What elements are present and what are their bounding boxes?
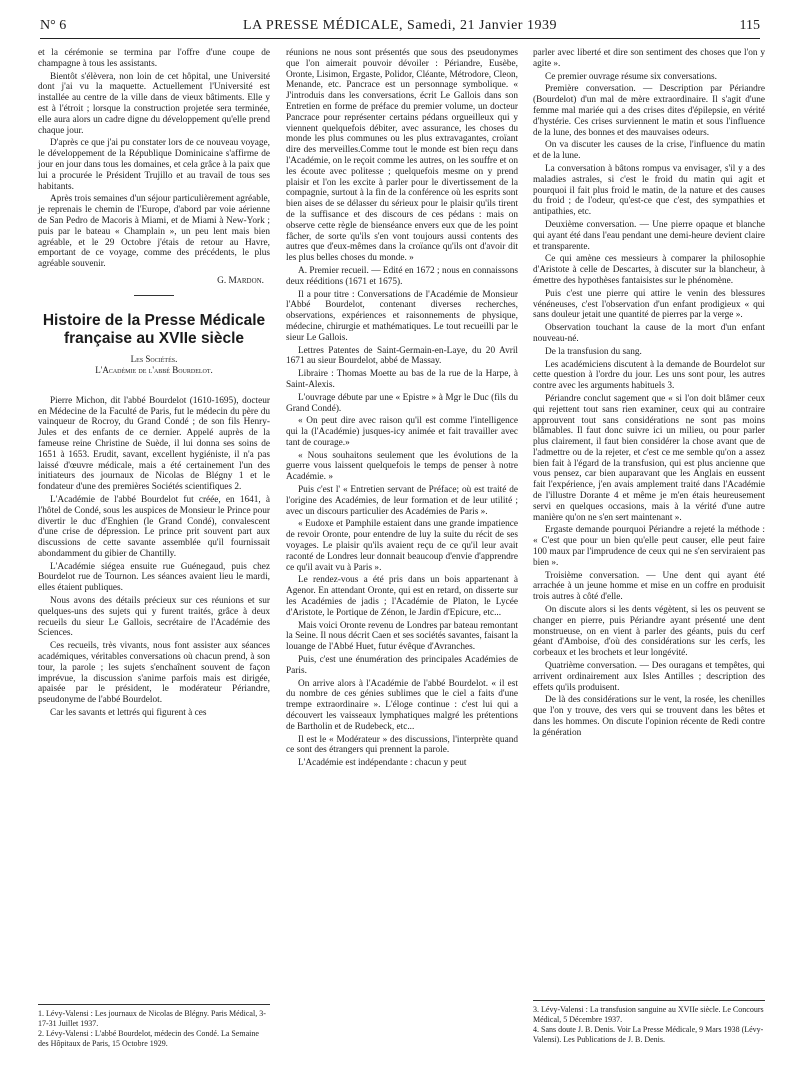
paragraph: réunions ne nous sont présentés que sous des pseudonymes que l'on aimerait pouvoir dévoiler : Périandre, Eusèbe, Oronte, Lisimon, Ergaste, Polidor, Cléante, Métrodore, Cleon, Menande, etc. Pancrace est un personnage symbolique. « J'introduis dans les conversations, écrit Le Gallois dans son Entretien en forme de préface du premier volume, un docteur Pancrace pour représenter certains pédans orgueilleux qui y viennent quelquefois débiter, avec assurance, les choses du monde les plus communes ou les plus extravagantes, croïant dire des merveilles.Comme tout le monde est bien reçu dans l'Académie, on le reçoit comme les autres, on les souffre et on les écoute avec politesse ; quelquefois mesme on y prend plaisir et l'on les excite à parler pour le divertissement de la compagnie, surtout à la fin de la conférence où les esprits sont bien aises de se délasser du sérieux pour le plaisir qu'ils tirent de la suffisance et des discours de ces pédans : mais on observe cette règle de bienséance envers eux que de les point fâcher, de sorte qu'ils s'en vont toujours aussi contents des autres que d'eux-mêmes dans la croïance qu'ils ont d'avoir dit les plus belles choses du monde. » <box>286 48 518 264</box>
paragraph: Puis c'est l' « Entretien servant de Préface; où est traité de l'origine des Académies, de leur formation et de leur utilité ; avec un discours particulier des Académies de Paris ». <box>286 485 518 517</box>
paragraph: Les académiciens discutent à la demande de Bourdelot sur cette question à l'ordre du jour. Les uns sont pour, les autres contre avec les arguments habituels 3. <box>533 359 765 392</box>
paragraph: Ce qui amène ces messieurs à comparer la philosophie d'Aristote à celle de Descartes, à discuter sur la blancheur, à émettre des hypothèses fantaisistes sur le phénomène. <box>533 254 765 286</box>
paragraph: Troisième conversation. — Une dent qui ayant été arrachée à un jeune homme et mise en un coffre en produisit trois autres à côté d'elle. <box>533 570 765 603</box>
page-header <box>40 16 760 39</box>
paragraph: Après trois semaines d'un séjour particulièrement agréable, je reprenais le chemin de l'Europe, d'abord par voie aérienne de San Pedro de Macoris à Miami, et de Miami à New-York ; puis par le bateau « Champlain », un peu lent mais bien agréable, et le 29 Octobre j'étais de retour au Havre, emportant de ce voyage, comme des précédents, le plus agréable souvenir. <box>38 194 270 270</box>
footnote: 4. Sans doute J. B. Denis. Voir La Presse Médicale, 9 Mars 1938 (Lévy-Valensi). Les Publications de J. B. Denis. <box>533 1025 764 1044</box>
footnote: 3. Lévy-Valensi : La transfusion sanguine au XVIIe siècle. Le Concours Médical, 5 Décembre 1937. <box>533 1005 764 1024</box>
paragraph: Quatrième conversation. — Des ouragans et tempêtes, qui arrivent ordinairement aux Isles Antilles ; description des effets qu'ils produisent. <box>533 661 765 693</box>
article-subtitle <box>38 354 270 376</box>
footnotes-left <box>38 1004 270 1049</box>
article-signature: G. Mardon. <box>217 275 264 286</box>
paragraph: Observation touchant la cause de la mort d'un enfant nouveau-né. <box>533 323 765 344</box>
paragraph: Deuxième conversation. — Une pierre opaque et blanche qui ayant été dans l'eau pendant une demi-heure devient claire et transparente. <box>533 219 765 252</box>
paragraph: Libraire : Thomas Moette au bas de la rue de la Harpe, à Saint-Alexis. <box>286 369 518 390</box>
paragraph: Le rendez-vous a été pris dans un bois appartenant à Agenor. En attendant Oronte, qui est en retard, on disserte sur les Académies de jadis ; l'Académie de Platon, le Lycée d'Aristote, le Portique de Zénon, le Jardin d'Epicure, etc... <box>286 575 518 618</box>
paragraph: Ces recueils, très vivants, nous font assister aux séances académiques, véritables conversations où chacun prend, à son tour, la parole ; les sujets s'enchaînent souvent de façon imprévue, la discussion s'anime parfois mais est dirigée, apaisée par le président, le modérateur Périandre, pseudonyme de l'abbé Bourdelot. <box>38 641 270 706</box>
paragraph: La conversation à bâtons rompus va envisager, s'il y a des maladies astrales, si c'est le froid du matin qui agit et pourquoi il fait plus froid le matin, de la nature et des causes du froid ; de l'odeur, qu'est-ce que c'est, des sympathies et antipathies, etc. <box>533 163 765 218</box>
paragraph: Périandre conclut sagement que « si l'on doit blâmer ceux qui rejettent tout sans rien examiner, ceux qui au contraire approuvent tout sans considérations ne sont pas moins blâmables. Il faut donc suivre ici un milieu, ou pour parler plus clairement, il faut bien considérer la chose avant que de l'admettre ou de la rejeter, et c'est ce me semble qu'on a assez bien fait à l'égard de la transfusion, qui est plus ancienne que vous pensez, car bien auparavant que les Anglais en eussent fait l'expérience, j'en avais amplement traité dans l'Académie de l'illustre Dorante 4 et même je m'en étais heureusement servi en quelques occasions, mais à la vérité d'une autre manière qu'on ne s'en sert maintenant ». <box>533 393 765 523</box>
subtitle-line: L'Académie de l'abbé Bourdelot. <box>95 364 213 375</box>
paragraph: L'Académie siégea ensuite rue Guénegaud, puis chez Bourdelot rue de Tournon. Les séances avaient lieu le mardi, elles étaient publiques. <box>38 561 270 594</box>
footnotes-right <box>533 1000 765 1045</box>
paragraph: « Nous souhaitons seulement que les évolutions de la guerre vous laissent quelquefois le temps de penser à notre Académie. » <box>286 450 518 483</box>
divider <box>134 295 174 296</box>
paragraph: « Eudoxe et Pamphile estaient dans une grande impatience de revoir Oronte, pour entendre de luy la suite du récit de ses voyages. Le plaisir qu'ils avaient reçu de ce qu'il leur avait raconté de Londres leur donnait beaucoup d'envie d'apprendre ce qu'il avait vu à Paris ». <box>286 519 518 573</box>
paragraph: L'Académie est indépendante : chacun y peut <box>298 758 467 769</box>
paragraph: On discute alors si les dents végètent, si les os peuvent se changer en pierre, puis Périandre ayant présenté une dent monstrueuse, on en vient à parler des géants, puis du cerf géant d'Amboise, d'où des considérations sur les cerfs, les corbeaux et les brochets et leur longévité. <box>533 605 765 659</box>
paragraph: On arrive alors à l'Académie de l'abbé Bourdelot. « il est du nombre de ces génies sublimes que le ciel a faits d'une trempe extraordinaire ». L'éloge continue : c'est lui qui a découvert les vaisseaux lymphatiques malgré les prétentions de Bartholin et de Rudebeck, etc... <box>286 678 518 732</box>
paragraph: Puis, c'est une énumération des principales Académies de Paris. <box>286 655 518 676</box>
paragraph: L'ouvrage débute par une « Epistre » à Mgr le Duc (fils du Grand Condé). <box>286 392 518 414</box>
paragraph: D'après ce que j'ai pu constater lors de ce nouveau voyage, le développement de la République Dominicaine s'affirme de jour en jour dans tous les domaines, et cela grâce à la paix que lui a procurée le Président Trujillo et au travail de tous ses habitants. <box>38 138 270 192</box>
paragraph: Nous avons des détails précieux sur ces réunions et sur quelques-uns des sujets qui y furent traités, grâce à deux recueils du sieur Le Gallois, secrétaire de l'Académie des Sciences. <box>38 596 270 639</box>
page-number: 115 <box>739 18 760 33</box>
paragraph: Ergaste demande pourquoi Périandre a rejeté la méthode : « C'est que pour un bien qu'elle peut causer, elle peut faire 100 maux par l'imprudence de ceux qui ne s'en serviraient pas bien ». <box>533 525 765 568</box>
column-2 <box>286 48 518 771</box>
paragraph: parler avec liberté et dire son sentiment des choses que l'on y agite ». <box>533 48 765 69</box>
issue-number: N° 6 <box>40 18 67 33</box>
paragraph: Il est le « Modérateur » des discussions, l'interprète quand ce sont des étrangers qui prennent la parole. <box>286 734 518 756</box>
column-1 <box>38 48 270 721</box>
paragraph: Puis c'est une pierre qui attire le venin des blessures vénéneuses, c'est l'observation d'un enfant prodigieux « qui sans douleur jetait une quantité de pierres par la verge ». <box>533 288 765 321</box>
paragraph: Bientôt s'élèvera, non loin de cet hôpital, une Université dont j'ai vu la maquette. Actuellement l'Université est installée au centre de la ville dans de vieux bâtiments. Elle y est à l'étroit ; lorsque la construction projetée sera terminée, elle aura alors un cadre digne du développement qu'elle prend chaque jour. <box>38 71 270 136</box>
paragraph: Première conversation. — Description par Périandre (Bourdelot) d'un mal de mère extraordinaire. Il s'agit d'une femme mal mariée qui a des crises dites d'épilepsie, en vérité d'hystérie. Ces crises surviennent le matin et sous l'influence de la lune, des bonnes et des mauvaises odeurs. <box>533 84 765 138</box>
subtitle-line: Les Sociétés. <box>130 353 178 364</box>
paragraph: Ce premier ouvrage résume six conversations. <box>545 71 717 82</box>
paragraph: Mais voici Oronte revenu de Londres par bateau remontant la Seine. Il nous décrit Caen et ses sociétés savantes, faisant la louange de l'Abbé Huet, futur évêque d'Avranches. <box>286 620 518 653</box>
column-3 <box>533 48 765 741</box>
paragraph: « On peut dire avec raison qu'il est comme l'intelligence qui la (l'Académie) jusques-icy animée et fait travailler avec tant de courage.» <box>286 416 518 448</box>
paragraph: Pierre Michon, dit l'abbé Bourdelot (1610-1695), docteur en Médecine de la Faculté de Paris, fut le médecin du père du vainqueur de Rocroy, du Grand Condé ; de son fils Henry-Jules et des enfants de ce dernier. Appelé auprès de la fameuse reine Christine de Suède, il lui donna ses soins de 1651 à 1653. Erudit, savant, excellent hygiéniste, il n'a pas laissé d'œuvre médicale, mais a été certainement l'un des initiateurs des journaux de Nicolas de Blégny 1 et le fondateur d'une des premières Sociétés scientifiques 2. <box>38 395 270 493</box>
paragraph: On va discuter les causes de la crise, l'influence du matin et de la lune. <box>533 140 765 162</box>
paragraph: A. Premier recueil. — Edité en 1672 ; nous en connaissons deux rééditions (1671 et 1675). <box>286 265 518 287</box>
journal-title: LA PRESSE MÉDICALE, Samedi, 21 Janvier 1939 <box>243 18 557 33</box>
paragraph: Car les savants et lettrés qui figurent à ces <box>50 708 207 719</box>
paragraph: Il a pour titre : Conversations de l'Académie de Monsieur l'Abbé Bourdelot, contenant diverses recherches, observations, expériences et raisonnements de physique, médecine, chirurgie et mathématiques. Le tout recueilli par le sieur Le Gallois. <box>286 289 518 343</box>
article-title: Histoire de la Presse Médicale française au XVIIe siècle <box>42 311 266 347</box>
paragraph: De la transfusion du sang. <box>545 346 642 357</box>
paragraph: De là des considérations sur le vent, la rosée, les chenilles que l'on y trouve, des vers qui se trouvent dans les bêtes et dans les hommes. On discute l'opinion récente de Redi contre la génération <box>533 695 765 738</box>
paragraph: et la cérémonie se termina par l'offre d'une coupe de champagne à tous les assistants. <box>38 48 270 69</box>
footnote: 2. Lévy-Valensi : L'abbé Bourdelot, médecin des Condé. La Semaine des Hôpitaux de Paris, 15 Octobre 1929. <box>38 1029 259 1048</box>
footnote: 1. Lévy-Valensi : Les journaux de Nicolas de Blégny. Paris Médical, 3-17-31 Juillet 1937. <box>38 1009 266 1028</box>
paragraph: Lettres Patentes de Saint-Germain-en-Laye, du 20 Avril 1671 au sieur Bourdelot, abbé de Massay. <box>286 345 518 367</box>
paragraph: L'Académie de l'abbé Bourdelot fut créée, en 1641, à l'hôtel de Condé, sous les auspices de Monsieur le Prince pour divertir le duc d'Enghien (le Grand Condé), convalescent d'une crise de dépression. Le prince prit souvent part aux discussions de cette savante assemblée qu'il fournissait abondamment du gibier de Chantilly. <box>38 494 270 559</box>
